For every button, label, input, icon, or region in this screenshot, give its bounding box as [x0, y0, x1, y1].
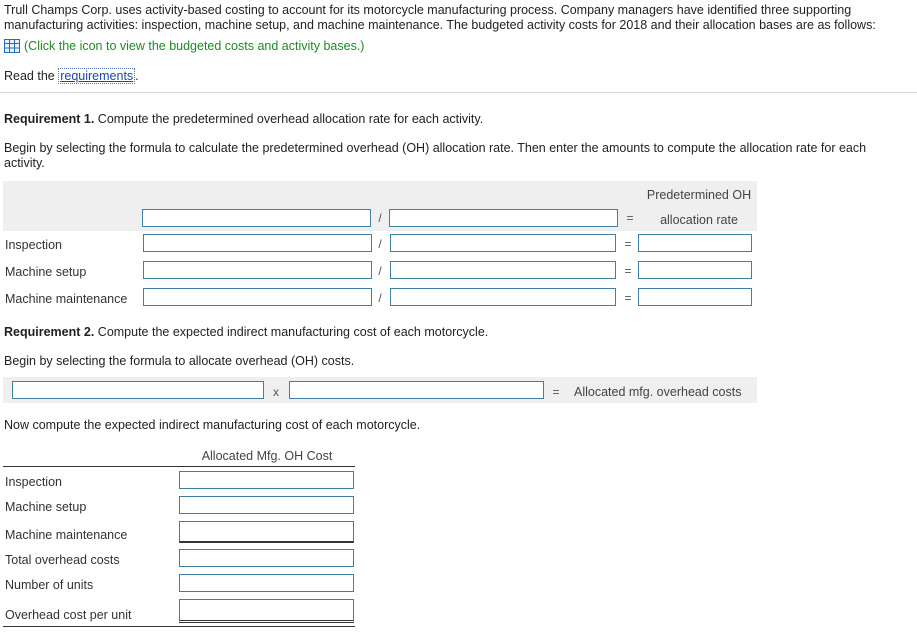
machine-maintenance-base-input[interactable] — [390, 288, 616, 306]
req1-row-label-machine-setup: Machine setup — [5, 265, 87, 279]
divide-sign: / — [378, 211, 382, 225]
formula-denominator-select[interactable] — [389, 209, 618, 227]
req2-instruction: Begin by selecting the formula to allocate overhead (OH) costs. — [4, 354, 355, 368]
inspection-base-input[interactable] — [390, 234, 616, 252]
req1-row-label-inspection: Inspection — [5, 238, 62, 252]
problem-intro: Trull Champs Corp. uses activity-based costing to account for its motorcycle manufacturing process. Company managers have identified three supporting manufacturing activities: inspection, machine setup, and machine maintenance. The budgeted activity costs for 2018 and their allocation bases are as follows: — [4, 3, 876, 32]
req2-row-label-total-overhead: Total overhead costs — [5, 553, 120, 567]
allocated-cost-column-header: Allocated Mfg. OH Cost — [201, 449, 333, 463]
req1-title-rest: Compute the predetermined overhead allocation rate for each activity. — [94, 112, 484, 126]
table-bottom-rule — [3, 626, 355, 627]
rate-header-line2: allocation rate — [660, 213, 738, 227]
machine-setup-allocated-input[interactable] — [179, 496, 354, 514]
number-of-units-input[interactable] — [179, 574, 354, 592]
req1-row-label-machine-maintenance: Machine maintenance — [5, 292, 128, 306]
req2-title-rest: Compute the expected indirect manufacturing cost of each motorcycle. — [94, 325, 489, 339]
read-prefix: Read the — [4, 69, 55, 83]
equals-sign: = — [626, 211, 634, 225]
machine-setup-rate-input[interactable] — [638, 261, 752, 279]
equals-sign: = — [624, 291, 632, 305]
equals-sign: = — [624, 237, 632, 251]
overhead-cost-per-unit-input[interactable] — [179, 599, 354, 623]
table-grid-icon[interactable] — [4, 39, 20, 53]
divide-sign: / — [378, 237, 382, 251]
total-overhead-input[interactable] — [179, 549, 354, 567]
req1-title — [4, 112, 483, 126]
machine-maintenance-rate-input[interactable] — [638, 288, 752, 306]
section-divider — [0, 92, 917, 93]
equals-sign: = — [624, 264, 632, 278]
req2-title-bold: Requirement 2. — [4, 325, 95, 339]
req2-row-label-inspection: Inspection — [5, 475, 62, 489]
times-sign: x — [273, 385, 279, 399]
budget-data-link-text[interactable]: (Click the icon to view the budgeted costs and activity bases.) — [24, 39, 365, 53]
inspection-allocated-input[interactable] — [179, 471, 354, 489]
table-header-rule — [3, 466, 355, 467]
read-suffix: . — [135, 69, 139, 83]
req2-title — [4, 325, 488, 339]
machine-setup-cost-input[interactable] — [143, 261, 372, 279]
inspection-cost-input[interactable] — [143, 234, 372, 252]
formula-numerator-select[interactable] — [142, 209, 371, 227]
machine-setup-base-input[interactable] — [390, 261, 616, 279]
req2-row-label-machine-maintenance: Machine maintenance — [5, 528, 128, 542]
rate-header-line1: Predetermined OH — [646, 188, 752, 202]
divide-sign: / — [378, 264, 382, 278]
allocated-costs-label: Allocated mfg. overhead costs — [574, 385, 742, 399]
budget-data-link[interactable] — [4, 39, 364, 53]
allocation-base-select[interactable] — [289, 381, 544, 399]
req2-now-text: Now compute the expected indirect manufacturing cost of each motorcycle. — [4, 418, 421, 432]
req1-title-bold: Requirement 1. — [4, 112, 95, 126]
inspection-rate-input[interactable] — [638, 234, 752, 252]
divide-sign: / — [378, 291, 382, 305]
read-requirements-line — [4, 69, 139, 83]
machine-maintenance-cost-input[interactable] — [143, 288, 372, 306]
req2-row-label-number-of-units: Number of units — [5, 578, 94, 592]
machine-maintenance-allocated-input[interactable] — [179, 521, 354, 543]
req2-row-label-cost-per-unit: Overhead cost per unit — [5, 608, 132, 622]
req2-row-label-machine-setup: Machine setup — [5, 500, 87, 514]
requirements-link[interactable]: requirements — [60, 69, 134, 83]
req1-instruction: Begin by selecting the formula to calculate the predetermined overhead (OH) allocation rate. Then enter the amounts to compute the allocation rate for each activity. — [4, 141, 867, 170]
equals-sign: = — [552, 385, 560, 399]
allocation-rate-select[interactable] — [12, 381, 264, 399]
